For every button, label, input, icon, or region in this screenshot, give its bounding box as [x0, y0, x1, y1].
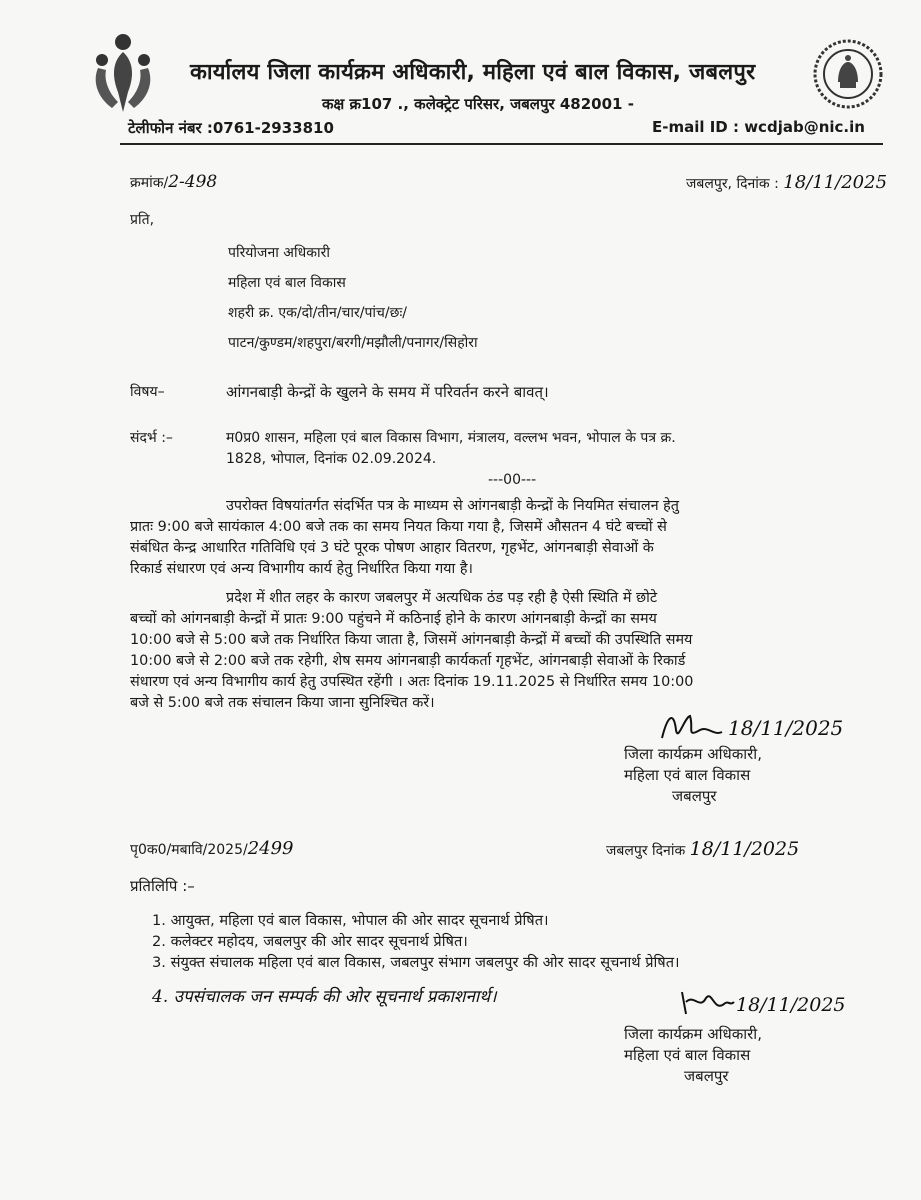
body-line: संधारण एवं अन्य विभागीय कार्य हेतु उपस्थित रहेंगी । अतः दिनांक 19.11.2025 से निर्धारित समय 10:00 [130, 674, 694, 690]
handwritten-copy-item: 4. उपसंचालक जन सम्पर्क की ओर सूचनार्थ प्रकाशनार्थ। [152, 987, 497, 1007]
copy-list [152, 910, 680, 973]
signatory-dept: महिला एवं बाल विकास [624, 1046, 751, 1064]
recipient-line: परियोजना अधिकारी [228, 245, 330, 261]
reference-label: संदर्भ :– [130, 430, 173, 446]
signature-scribble-icon [656, 708, 726, 748]
body-line: प्रातः 9:00 बजे सायंकाल 4:00 बजे तक का समय नियत किया गया है, जिसमें औसतन 4 घंटे बच्चों से [130, 519, 667, 535]
signature-block-1 [624, 744, 762, 807]
date-label: जबलपुर, दिनांक : [686, 176, 779, 192]
body-line: 10:00 बजे से 5:00 बजे तक निर्धारित किया जाता है, जिसमें आंगनबाड़ी केन्द्रों में बच्चों की उपस्थिति समय [130, 632, 693, 648]
ref-number [130, 172, 217, 192]
body-paragraph-2 [130, 588, 885, 714]
endorsement-number-handwritten: 2499 [247, 838, 294, 859]
endorsement-date [606, 838, 799, 860]
body-line: बजे से 5:00 बजे तक संचालन किया जाना सुनिश्चित करें। [130, 695, 435, 711]
office-address: कक्ष क्र107 ., कलेक्ट्रेट परिसर, जबलपुर 482001 - [322, 95, 634, 113]
body-line: प्रदेश में शीत लहर के कारण जबलपुर में अत्यधिक ठंड पड़ रही है ऐसी स्थिति में छोटे [226, 590, 658, 606]
signature-block-2 [624, 1024, 762, 1087]
to-label: प्रति, [130, 212, 155, 228]
state-emblem-icon [812, 38, 884, 110]
reference-line: 1828, भोपाल, दिनांक 02.09.2024. [226, 451, 437, 467]
signatory-title: जिला कार्यक्रम अधिकारी, [624, 1025, 762, 1043]
endorsement-number [130, 838, 294, 859]
signatory-dept: महिला एवं बाल विकास [624, 766, 751, 784]
endorsement-date-label: जबलपुर दिनांक [606, 843, 686, 859]
signatory-city: जबलपुर [672, 787, 717, 805]
body-paragraph-1 [130, 496, 885, 580]
body-line: उपरोक्त विषयांतर्गत संदर्भित पत्र के माध्यम से आंगनबाड़ी केन्द्रों के नियमित संचालन हेतु [226, 498, 679, 514]
copy-item: 3. संयुक्त संचालक महिला एवं बाल विकास, जबलपुर संभाग जबलपुर की ओर सादर सूचनार्थ प्रेषित। [152, 954, 680, 971]
reference-line: म0प्र0 शासन, महिला एवं बाल विकास विभाग, मंत्रालय, वल्लभ भवन, भोपाल के पत्र क्र. [226, 430, 676, 446]
signature-scribble-icon [676, 984, 736, 1020]
reference-block [226, 428, 676, 470]
separator: ---00--- [488, 472, 537, 488]
signatory-city: जबलपुर [684, 1067, 729, 1085]
body-line: 10:00 बजे से 2:00 बजे तक रहेगी, शेष समय आंगनबाड़ी कार्यकर्ता गृहभेंट, आंगनबाड़ी सेवाओं के रिकार्ड [130, 653, 686, 669]
office-title: कार्यालय जिला कार्यक्रम अधिकारी, महिला एवं बाल विकास, जबलपुर [190, 60, 756, 85]
body-line: बच्चों को आंगनबाड़ी केन्द्रों में प्रातः 9:00 पहुंचने में कठिनाई होने के कारण आंगनबाड़ी केन्द्रों का समय [130, 611, 657, 627]
signature-date-1: 18/11/2025 [728, 716, 844, 740]
signatory-title: जिला कार्यक्रम अधिकारी, [624, 745, 762, 763]
email-id: E-mail ID : wcdjab@nic.in [652, 118, 865, 136]
recipient-line: महिला एवं बाल विकास [228, 275, 346, 291]
body-line: संबंधित केन्द्र आधारित गतिविधि एवं 3 घंटे पूरक पोषण आहार वितरण, गृहभेंट, आंगनबाड़ी सेवाओं के [130, 540, 654, 556]
copy-item: 1. आयुक्त, महिला एवं बाल विकास, भोपाल की ओर सादर सूचनार्थ प्रेषित। [152, 912, 549, 929]
copy-item: 2. कलेक्टर महोदय, जबलपुर की ओर सादर सूचनार्थ प्रेषित। [152, 933, 468, 950]
subject-text: आंगनबाड़ी केन्द्रों के खुलने के समय में परिवर्तन करने बावत्। [226, 383, 549, 401]
body-line: रिकार्ड संधारण एवं अन्य विभागीय कार्य हेतु निर्धारित किया गया है। [130, 561, 473, 577]
department-logo-icon [88, 32, 158, 114]
endorsement-date-handwritten: 18/11/2025 [689, 838, 800, 860]
recipient-line: शहरी क्र. एक/दो/तीन/चार/पांच/छः/ [228, 305, 407, 321]
signature-date-2: 18/11/2025 [736, 994, 846, 1016]
header-divider [120, 143, 883, 145]
copy-label: प्रतिलिपि :– [130, 877, 195, 895]
endorsement-label: पृ0क0/मबावि/2025/ [130, 842, 248, 858]
recipient-line: पाटन/कुण्डम/शहपुरा/बरगी/मझौली/पनागर/सिहोरा [228, 335, 478, 351]
ref-label: क्रमांक/ [130, 175, 169, 191]
subject-label: विषय– [130, 384, 165, 400]
telephone: टेलीफोन नंबर :0761-2933810 [128, 119, 334, 137]
ref-number-handwritten: 2-498 [168, 172, 218, 192]
letter-date [686, 172, 887, 193]
date-handwritten: 18/11/2025 [783, 172, 888, 193]
recipient-block [228, 238, 478, 358]
